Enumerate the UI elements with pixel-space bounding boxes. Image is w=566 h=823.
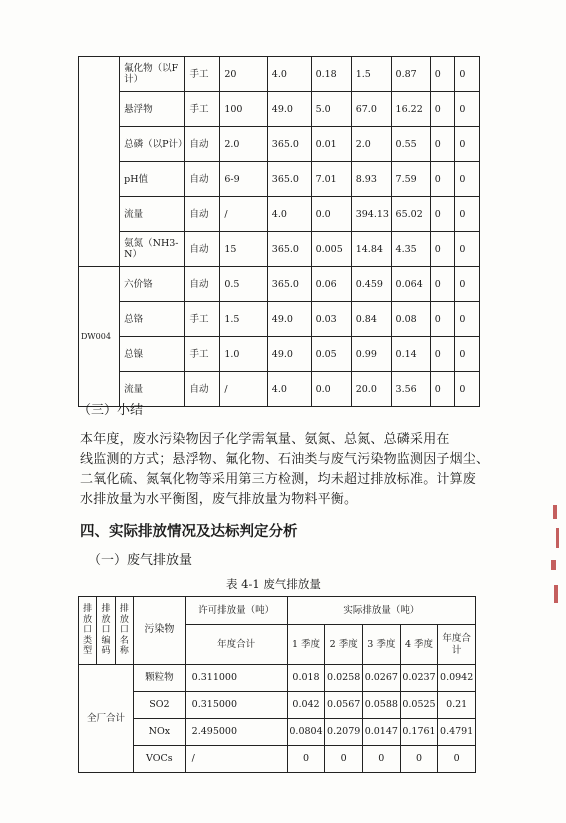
outlet-code-cell: DW004: [79, 267, 120, 407]
cell-avg: 0.14: [391, 337, 430, 372]
header-actual: 实际排放量（吨）: [287, 597, 475, 625]
cell-exceed-count: 0: [430, 197, 455, 232]
cell-actual-total: 0: [438, 746, 476, 773]
cell-exceed-count: 0: [430, 57, 455, 92]
table-caption: 表 4-1 废气排放量: [226, 577, 321, 591]
cell-min: 0.03: [311, 302, 351, 337]
table-row: [79, 302, 480, 337]
cell-exceed-count: 0: [430, 162, 455, 197]
monitoring-table: [78, 56, 480, 407]
cell-max: 0.84: [351, 302, 391, 337]
cell-method: 手工: [185, 57, 220, 92]
table-row: [79, 92, 480, 127]
cell-limit: 0.5: [220, 267, 267, 302]
cell-exceed-count: 0: [430, 372, 455, 407]
outlet-cell-blank: [79, 57, 120, 267]
table-row: [79, 232, 480, 267]
table-row: [79, 665, 476, 692]
cell-exceed-rate: 0: [455, 337, 480, 372]
cell-exceed-rate: 0: [455, 57, 480, 92]
cell-freq: 49.0: [267, 337, 311, 372]
cell-min: 0.05: [311, 337, 351, 372]
cell-min: 0.0: [311, 197, 351, 232]
cell-pollutant: 总镍: [120, 337, 185, 372]
cell-actual-total: 0.0942: [438, 665, 476, 692]
cell-exceed-count: 0: [430, 127, 455, 162]
cell-exceed-rate: 0: [455, 267, 480, 302]
cell-method: 手工: [185, 302, 220, 337]
header-q3: 3 季度: [363, 625, 401, 665]
cell-method: 自动: [185, 232, 220, 267]
cell-exceed-rate: 0: [455, 92, 480, 127]
cell-pollutant: NOx: [134, 719, 186, 746]
cell-pollutant: 六价铬: [120, 267, 185, 302]
cell-q3: 0.0267: [363, 665, 401, 692]
cell-avg: 0.064: [391, 267, 430, 302]
group-label-cell: 全厂合计: [79, 665, 134, 773]
cell-method: 自动: [185, 127, 220, 162]
cell-max: 14.84: [351, 232, 391, 267]
cell-max: 1.5: [351, 57, 391, 92]
subsection-summary-heading: （三）小结: [78, 403, 144, 418]
summary-paragraph-line: 二氧化硫、氮氧化物等采用第三方检测，均未超过排放标准。计算废: [80, 472, 477, 487]
cell-min: 0.0: [311, 372, 351, 407]
table-row: [79, 127, 480, 162]
table-row: [79, 746, 476, 773]
cell-limit: 15: [220, 232, 267, 267]
cell-permit-total: 0.311000: [185, 665, 287, 692]
header-pollutant: 污染物: [134, 597, 186, 665]
subsection-gas-heading: （一）废气排放量: [88, 553, 193, 568]
cell-exceed-rate: 0: [455, 372, 480, 407]
cell-pollutant: 流量: [120, 372, 185, 407]
cell-q2: 0.0567: [325, 692, 363, 719]
header-q4: 4 季度: [400, 625, 438, 665]
cell-q1: 0.0804: [287, 719, 325, 746]
cell-q3: 0.0147: [363, 719, 401, 746]
cell-pollutant: 氟化物（以F计）: [120, 57, 185, 92]
cell-pollutant: 总铬: [120, 302, 185, 337]
cell-actual-total: 0.4791: [438, 719, 476, 746]
cell-exceed-rate: 0: [455, 127, 480, 162]
cell-avg: 4.35: [391, 232, 430, 267]
cell-limit: 2.0: [220, 127, 267, 162]
cell-max: 0.459: [351, 267, 391, 302]
header-annual-total: 年度合计: [185, 625, 287, 665]
cell-q1: 0.042: [287, 692, 325, 719]
cell-q4: 0.0525: [400, 692, 438, 719]
cell-freq: 4.0: [267, 372, 311, 407]
cell-limit: 100: [220, 92, 267, 127]
cell-pollutant: pH值: [120, 162, 185, 197]
cell-limit: 20: [220, 57, 267, 92]
cell-exceed-count: 0: [430, 267, 455, 302]
cell-freq: 49.0: [267, 92, 311, 127]
cell-method: 自动: [185, 267, 220, 302]
cell-limit: 1.0: [220, 337, 267, 372]
cell-min: 0.18: [311, 57, 351, 92]
header-annual-total-actual: 年度合计: [438, 625, 476, 665]
cell-q2: 0.0258: [325, 665, 363, 692]
header-outlet-type: 排放口类型: [79, 597, 97, 665]
cell-avg: 0.87: [391, 57, 430, 92]
cell-permit-total: /: [185, 746, 287, 773]
table-row: [79, 267, 480, 302]
cell-freq: 365.0: [267, 127, 311, 162]
header-q1: 1 季度: [287, 625, 325, 665]
cell-max: 8.93: [351, 162, 391, 197]
cell-freq: 365.0: [267, 162, 311, 197]
cell-q2: 0: [325, 746, 363, 773]
cell-q4: 0: [400, 746, 438, 773]
table-row: [79, 692, 476, 719]
cell-avg: 3.56: [391, 372, 430, 407]
cell-pollutant: SO2: [134, 692, 186, 719]
header-q2: 2 季度: [325, 625, 363, 665]
cell-avg: 0.55: [391, 127, 430, 162]
cell-method: 自动: [185, 162, 220, 197]
cell-exceed-rate: 0: [455, 162, 480, 197]
cell-exceed-rate: 0: [455, 302, 480, 337]
table-row: [79, 337, 480, 372]
cell-q2: 0.2079: [325, 719, 363, 746]
cell-avg: 0.08: [391, 302, 430, 337]
cell-method: 自动: [185, 197, 220, 232]
cell-q1: 0: [287, 746, 325, 773]
section-heading: 四、实际排放情况及达标判定分析: [80, 524, 298, 540]
header-permit: 许可排放量（吨）: [185, 597, 287, 625]
cell-method: 自动: [185, 372, 220, 407]
cell-avg: 7.59: [391, 162, 430, 197]
cell-permit-total: 2.495000: [185, 719, 287, 746]
cell-freq: 4.0: [267, 197, 311, 232]
cell-freq: 4.0: [267, 57, 311, 92]
summary-paragraph-line: 线监测的方式；悬浮物、氟化物、石油类与废气污染物监测因子烟尘、: [80, 452, 490, 467]
summary-paragraph-line: 本年度，废水污染物因子化学需氧量、氨氮、总氮、总磷采用在: [80, 432, 450, 447]
cell-q3: 0.0588: [363, 692, 401, 719]
cell-method: 手工: [185, 92, 220, 127]
cell-avg: 65.02: [391, 197, 430, 232]
cell-freq: 49.0: [267, 302, 311, 337]
cell-limit: 1.5: [220, 302, 267, 337]
cell-exceed-count: 0: [430, 232, 455, 267]
cell-min: 5.0: [311, 92, 351, 127]
cell-min: 0.06: [311, 267, 351, 302]
cell-permit-total: 0.315000: [185, 692, 287, 719]
table-row: [79, 57, 480, 92]
cell-exceed-rate: 0: [455, 197, 480, 232]
header-outlet-name: 排放口名称: [115, 597, 133, 665]
cell-q4: 0.1761: [400, 719, 438, 746]
cell-pollutant: 悬浮物: [120, 92, 185, 127]
cell-pollutant: VOCs: [134, 746, 186, 773]
cell-max: 0.99: [351, 337, 391, 372]
cell-max: 67.0: [351, 92, 391, 127]
table-row: [79, 197, 480, 232]
cell-min: 0.005: [311, 232, 351, 267]
cell-pollutant: 流量: [120, 197, 185, 232]
table-row: [79, 162, 480, 197]
cell-max: 2.0: [351, 127, 391, 162]
cell-pollutant: 颗粒物: [134, 665, 186, 692]
cell-q1: 0.018: [287, 665, 325, 692]
cell-avg: 16.22: [391, 92, 430, 127]
cell-freq: 365.0: [267, 267, 311, 302]
cell-q4: 0.0237: [400, 665, 438, 692]
cell-pollutant: 氨氮（NH3-N）: [120, 232, 185, 267]
cell-q3: 0: [363, 746, 401, 773]
cell-limit: /: [220, 197, 267, 232]
cell-pollutant: 总磷（以P计）: [120, 127, 185, 162]
cell-limit: /: [220, 372, 267, 407]
gas-emission-table: [78, 596, 476, 773]
cell-method: 手工: [185, 337, 220, 372]
cell-freq: 365.0: [267, 232, 311, 267]
header-outlet-code: 排放口编码: [97, 597, 115, 665]
table-row: [79, 719, 476, 746]
cell-min: 0.01: [311, 127, 351, 162]
cell-exceed-count: 0: [430, 302, 455, 337]
cell-max: 20.0: [351, 372, 391, 407]
summary-paragraph-line: 水排放量为水平衡图，废气排放量为物料平衡。: [80, 492, 358, 507]
cell-exceed-rate: 0: [455, 232, 480, 267]
cell-max: 394.13: [351, 197, 391, 232]
cell-exceed-count: 0: [430, 337, 455, 372]
cell-exceed-count: 0: [430, 92, 455, 127]
cell-limit: 6-9: [220, 162, 267, 197]
cell-actual-total: 0.21: [438, 692, 476, 719]
cell-min: 7.01: [311, 162, 351, 197]
